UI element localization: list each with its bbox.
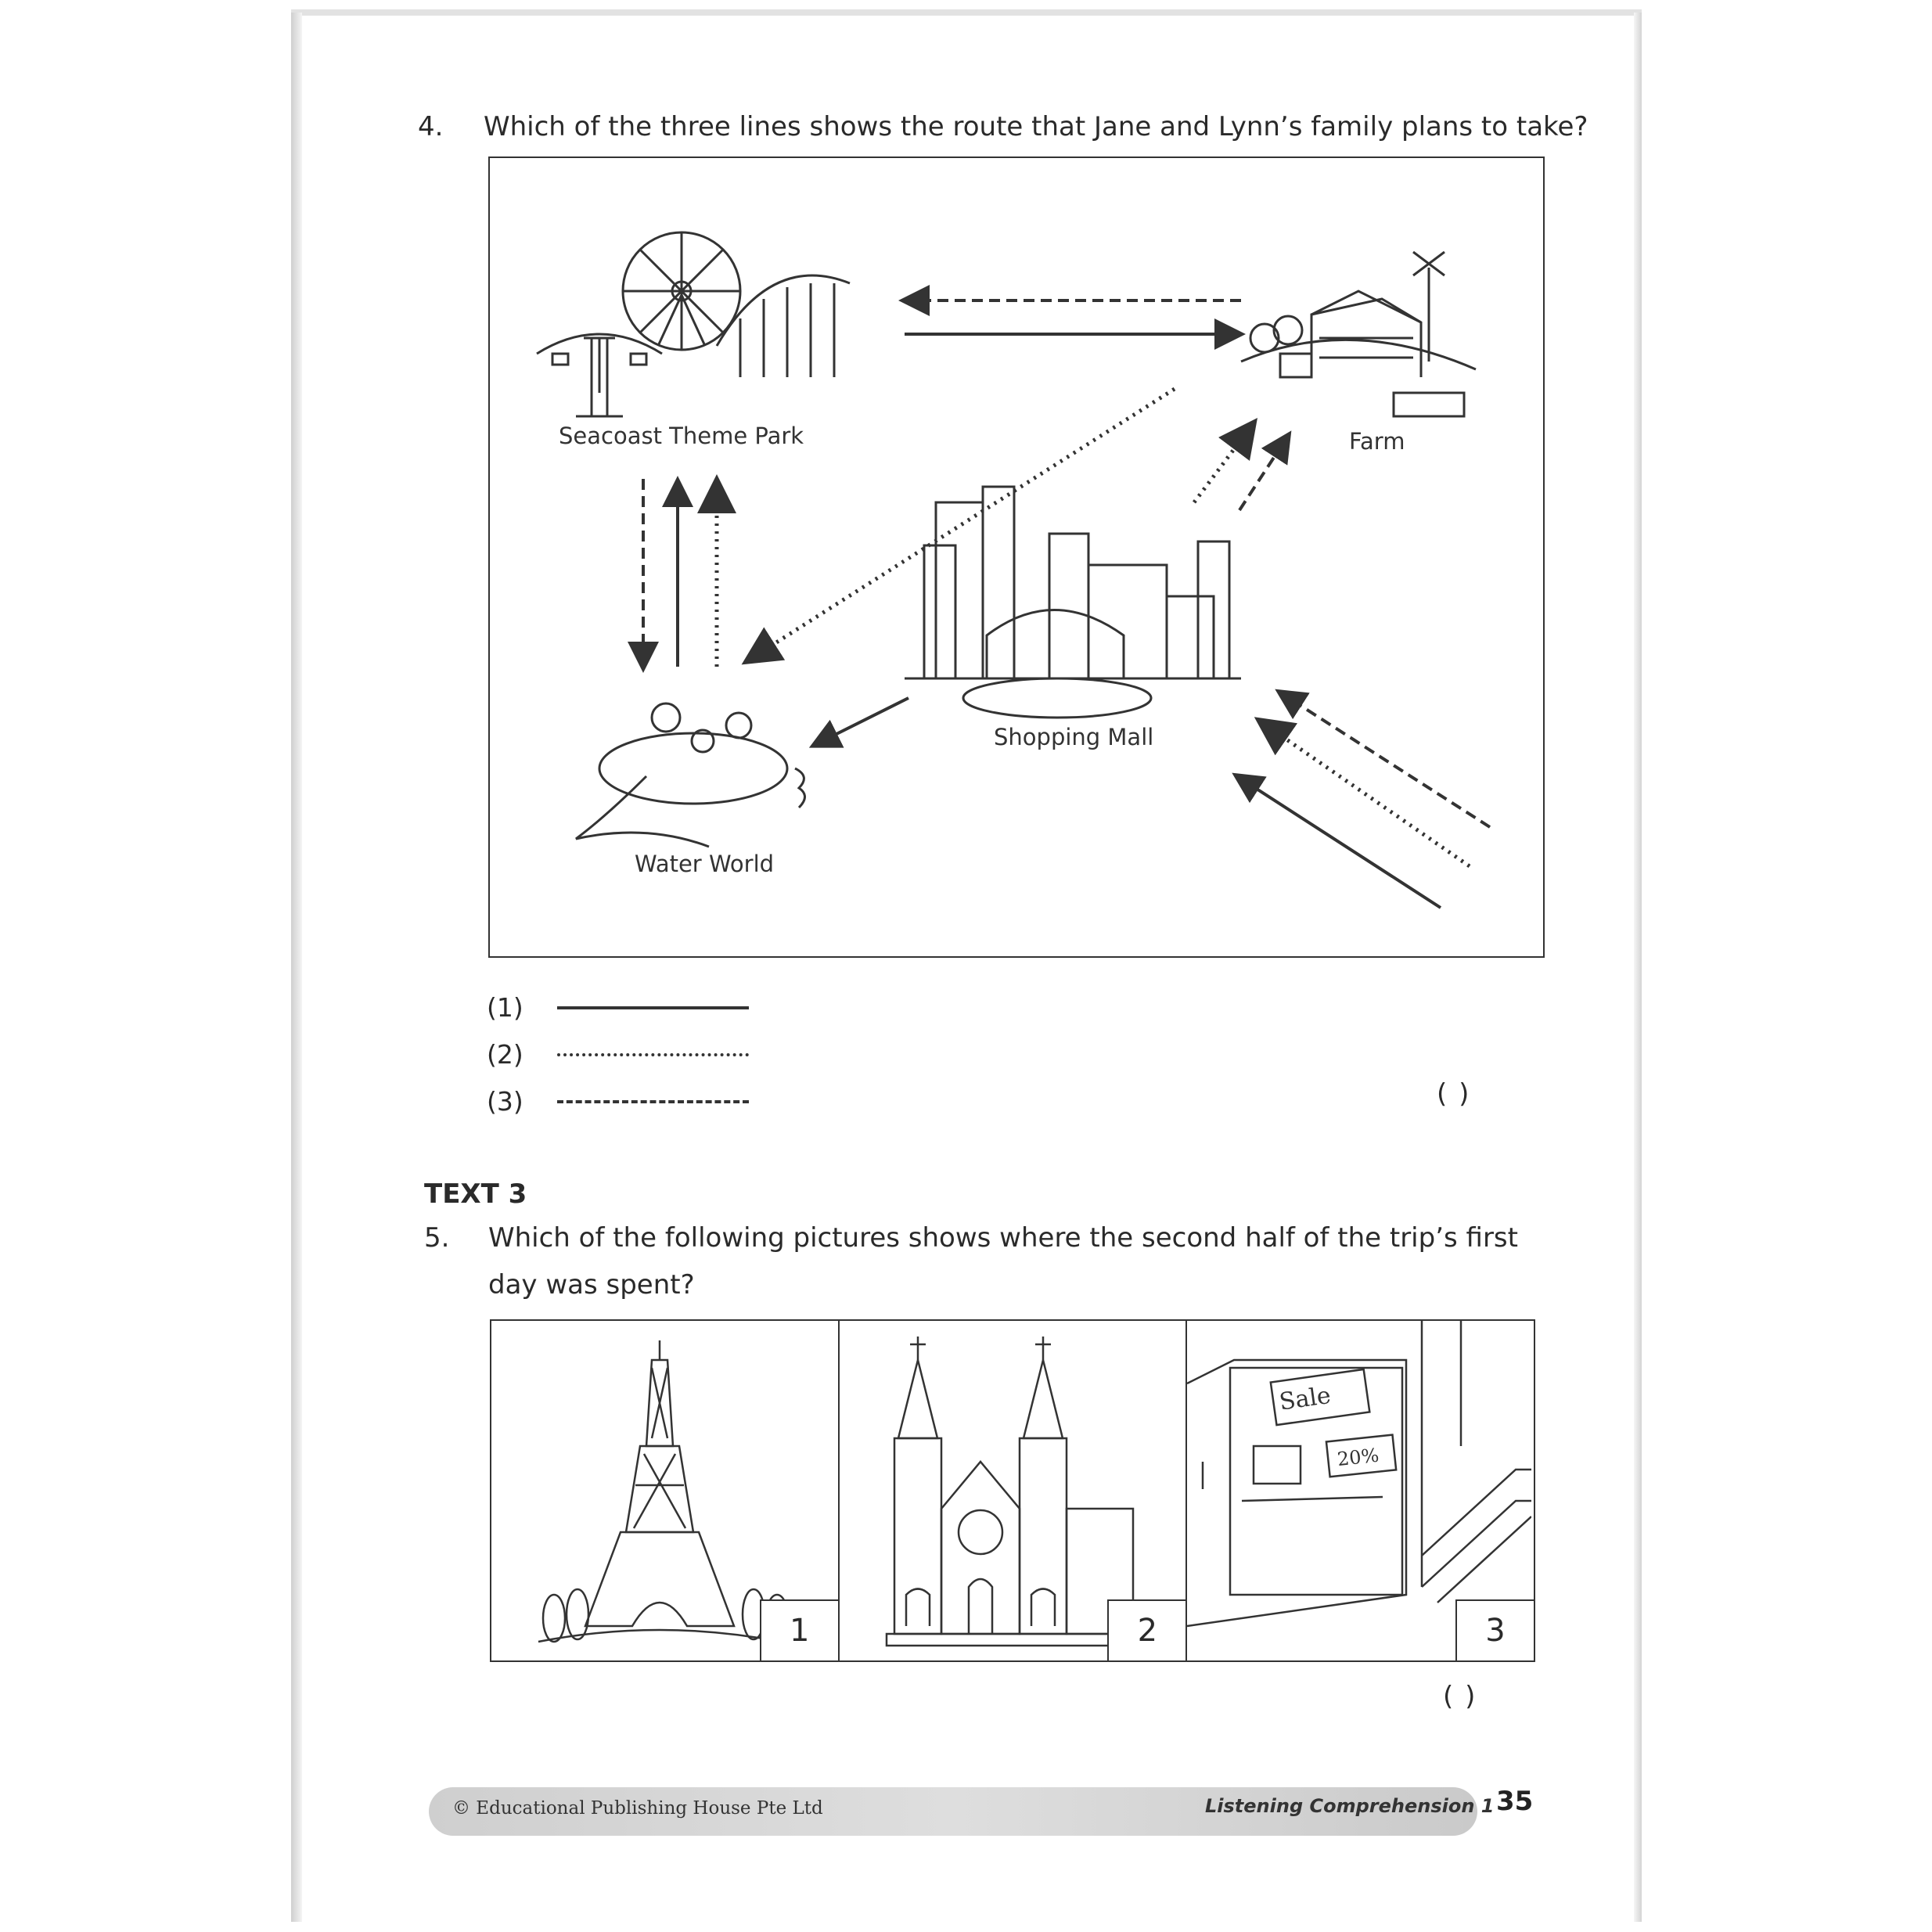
route-map-panel: [488, 157, 1545, 958]
picture-option-1[interactable]: [491, 1321, 840, 1660]
page-number: 35: [1496, 1786, 1534, 1817]
question-5-number: 5.: [424, 1222, 450, 1254]
sale-sign-text: Sale: [1278, 1381, 1333, 1416]
discount-sign-text: 20%: [1336, 1444, 1380, 1471]
picture-number-2: 2: [1107, 1599, 1185, 1660]
theme-park-icon: [537, 232, 850, 416]
option-3-label: (3): [487, 1086, 523, 1117]
question-4-text: Which of the three lines shows the route that Jane and Lynn’s family plans to take?: [484, 111, 1588, 142]
question-4-number: 4.: [418, 111, 444, 142]
picture-number-1: 1: [760, 1599, 838, 1660]
footer-book-title: Listening Comprehension 1: [1205, 1795, 1495, 1817]
option-1-solid-line: [557, 1006, 749, 1009]
water-world-label: Water World: [635, 851, 775, 877]
option-2-label: (2): [487, 1039, 523, 1070]
dotted-mall-farm: [1194, 424, 1253, 502]
theme-park-label: Seacoast Theme Park: [559, 423, 804, 449]
farm-icon: [1241, 252, 1476, 416]
q4-answer-brackets[interactable]: ( ): [1437, 1078, 1471, 1110]
solid-start: [1237, 776, 1441, 908]
section-heading: TEXT 3: [424, 1178, 527, 1210]
question-5-text-line1: Which of the following pictures shows where the second half of the trip’s first: [488, 1222, 1518, 1254]
shopping-mall-label: Shopping Mall: [994, 724, 1154, 750]
picture-option-3[interactable]: [1187, 1321, 1534, 1660]
dotted-farm-water: [748, 389, 1175, 660]
option-2-dotted-line: [557, 1053, 749, 1056]
option-3-dashed-line: [557, 1100, 749, 1103]
farm-label: Farm: [1349, 428, 1405, 455]
scan-shadow-top: [291, 9, 1642, 16]
dashed-mall-farm: [1239, 436, 1288, 510]
solid-mall-water: [815, 698, 908, 745]
scan-shadow-right: [1634, 13, 1642, 1922]
picture-number-3: 3: [1455, 1599, 1534, 1660]
footer-copyright: © Educational Publishing House Pte Ltd: [452, 1798, 823, 1819]
shopping-mall-icon: [905, 487, 1241, 718]
route-lines: [643, 300, 1490, 908]
route-map-svg: [490, 158, 1546, 959]
option-1-label: (1): [487, 992, 523, 1023]
picture-options-grid: [490, 1319, 1535, 1662]
q5-answer-brackets[interactable]: ( ): [1443, 1681, 1477, 1712]
question-5-text-line2: day was spent?: [488, 1269, 695, 1301]
picture-option-2[interactable]: [840, 1321, 1188, 1660]
water-world-icon: [576, 703, 805, 847]
scan-shadow-left: [291, 13, 302, 1922]
